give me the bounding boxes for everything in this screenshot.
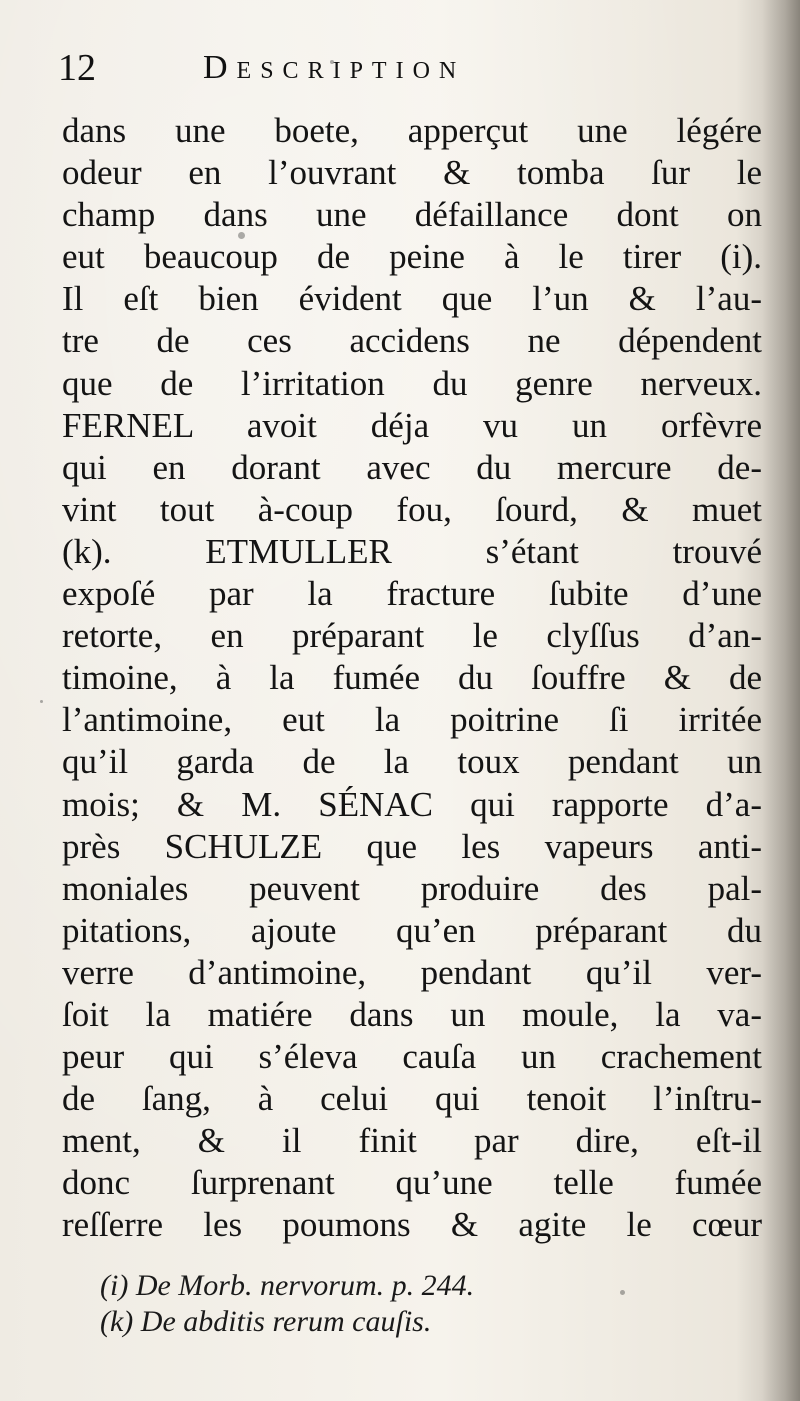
text-line: champ dans une défaillance dont on [62, 195, 762, 235]
text-line: dans une boete, apperçut une légére [62, 111, 762, 150]
text-line: qui en dorant avec du mercure de- [62, 447, 762, 487]
text-line: donc ſurprenant qu’une telle fumée [62, 1163, 762, 1203]
text-line: près SCHULZE que les vapeurs anti- [62, 826, 762, 866]
text-line: ment, & il finit par dire, eſt-il [62, 1121, 762, 1161]
text-line: moniales peuvent produire des pal- [62, 868, 762, 908]
text-line: peur qui s’éleva cauſa un crachement [62, 1037, 762, 1077]
text-line: timoine, à la fumée du ſouffre & de [62, 658, 762, 698]
text-line: qu’il garda de la toux pendant un [62, 742, 762, 782]
print-speck [620, 1290, 625, 1295]
text-line: retorte, en préparant le clyſſus d’an- [62, 616, 762, 656]
text-line: Il eſt bien évident que l’un & l’au- [62, 279, 762, 319]
text-line: (k). ETMULLER s’étant trouvé [62, 531, 762, 571]
text-line: tre de ces accidens ne dépendent [62, 321, 762, 361]
text-line: FERNEL avoit déja vu un orfèvre [62, 405, 762, 445]
text-line: pitations, ajoute qu’en préparant du [62, 910, 762, 950]
print-speck [330, 60, 334, 64]
text-line: expoſé par la fracture ſubite d’une [62, 574, 762, 614]
running-head: Description [203, 49, 466, 86]
text-line: ſoit la matiére dans un moule, la va- [62, 994, 762, 1034]
text-line: que de l’irritation du genre nerveux. [62, 363, 762, 403]
text-line: mois; & M. SÉNAC qui rapporte d’a- [62, 784, 762, 824]
print-speck [40, 700, 43, 703]
footnotes [100, 1268, 720, 1340]
page-number: 12 [58, 47, 96, 89]
footnote-k: (k) De abditis rerum cauſis. [100, 1305, 432, 1338]
footnote-i: (i) De Morb. nervorum. p. 244. [100, 1269, 475, 1302]
text-line: l’antimoine, eut la poitrine ſi irritée [62, 700, 762, 740]
text-line: odeur en l’ouvrant & tomba ſur le [62, 153, 762, 193]
print-speck [238, 232, 245, 239]
text-line: verre d’antimoine, pendant qu’il ver- [62, 952, 762, 992]
text-line: eut beaucoup de peine à le tirer (i). [62, 237, 762, 277]
body-text [62, 110, 762, 1247]
text-line: de ſang, à celui qui tenoit l’inſtru- [62, 1079, 762, 1119]
text-line: reſſerre les poumons & agite le cœur [62, 1205, 762, 1245]
text-line: vint tout à-coup fou, ſourd, & muet [62, 489, 762, 529]
page-header [58, 38, 758, 98]
page-edge-shadow [762, 0, 800, 1401]
